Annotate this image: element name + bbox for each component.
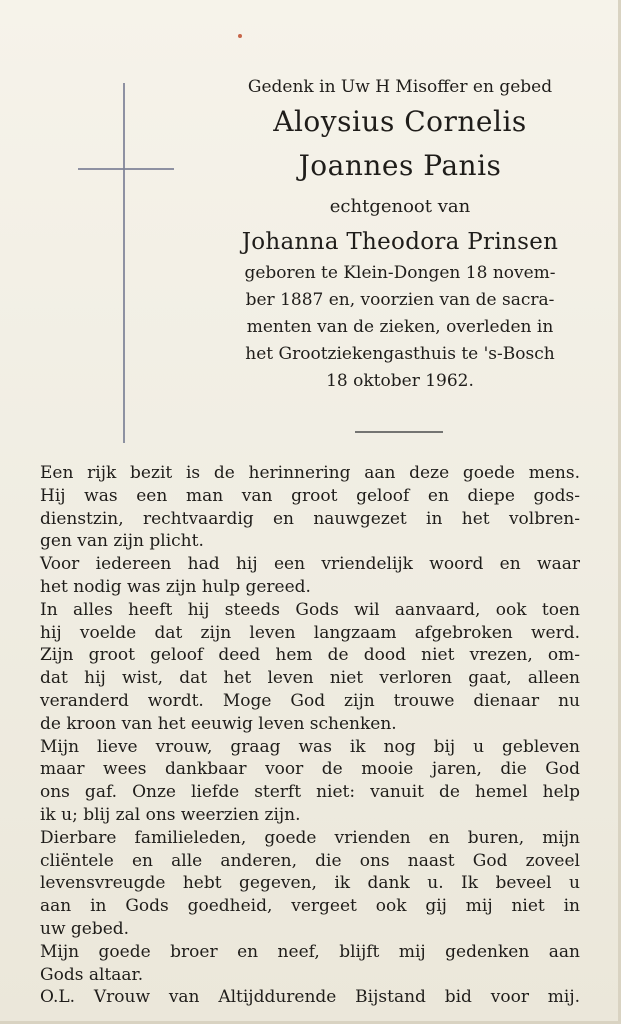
text-line: In alles heeft hij steeds Gods wil aanvaard, ook toen	[40, 599, 580, 620]
text-line: Mijn lieve vrouw, graag was ik nog bij u gebleven	[40, 736, 580, 757]
text-line: aan in Gods goedheid, vergeet ook gij mij niet in	[40, 896, 580, 917]
text-line: ik u; blij zal ons weerzien zijn.	[40, 804, 301, 825]
text-line: levensvreugde hebt gegeven, ik dank u. Ik beveel u	[40, 873, 580, 894]
text-line: gen van zijn plicht.	[40, 531, 204, 552]
card-header	[200, 72, 600, 395]
text-line: uw gebed.	[40, 918, 130, 939]
text-line: het nodig was zijn hulp gereed.	[40, 576, 311, 597]
text-line: Een rijk bezit is de herinnering aan deze goede mens.	[40, 463, 580, 483]
bio-line: ber 1887 en, voorzien van de sacra-	[245, 290, 555, 310]
spouse-intro: echtgenoot van	[329, 196, 471, 217]
bio-line: menten van de zieken, overleden in	[246, 317, 554, 337]
text-line: Dierbare familieleden, goede vrienden en buren, mijn	[40, 827, 580, 848]
bio-line: 18 oktober 1962.	[326, 371, 474, 391]
invocation: Gedenk in Uw H Misoffer en gebed	[247, 77, 553, 97]
text-line: Hij was een man van groot geloof en diepe gods-	[40, 485, 580, 506]
text-line: cliëntele en alle anderen, die ons naast God zoveel	[40, 850, 580, 871]
section-divider	[355, 431, 443, 433]
cross-vertical-bar	[123, 83, 125, 443]
text-line: Voor iedereen had hij een vriendelijk woord en waar	[40, 554, 580, 575]
text-line: dienstzin, rechtvaardig en nauwgezet in het volbren-	[40, 508, 580, 529]
text-line: hij voelde dat zijn leven langzaam afgebroken werd.	[40, 622, 580, 643]
text-line: maar wees dankbaar voor de mooie jaren, die God	[40, 759, 580, 780]
text-line: Zijn groot geloof deed hem de dood niet vrezen, om-	[40, 645, 580, 666]
bio-line: het Grootziekengasthuis te 's-Bosch	[245, 344, 555, 364]
text-line: dat hij wist, dat het leven niet verloren gaat, alleen	[40, 668, 580, 689]
name-line-2: Joannes Panis	[298, 149, 502, 182]
text-line: Gods altaar.	[40, 964, 144, 985]
memorial-text	[40, 462, 580, 986]
text-line: veranderd wordt. Moge God zijn trouwe dienaar nu	[40, 690, 580, 711]
cross-horizontal-bar	[78, 168, 174, 170]
text-line: ons gaf. Onze liefde sterft niet: vanuit de hemel help	[40, 782, 580, 803]
closing-prayer: O.L. Vrouw van Altijddurende Bijstand bid voor mij.	[40, 987, 580, 1007]
text-line: de kroon van het eeuwig leven schenken.	[40, 713, 397, 734]
name-line-1: Aloysius Cornelis	[273, 105, 527, 138]
bio-line: geboren te Klein-Dongen 18 novem-	[244, 263, 556, 283]
spouse-name: Johanna Theodora Prinsen	[241, 229, 559, 255]
text-line: Mijn goede broer en neef, blijft mij gedenken aan	[40, 941, 580, 962]
paper-speck	[238, 34, 242, 38]
